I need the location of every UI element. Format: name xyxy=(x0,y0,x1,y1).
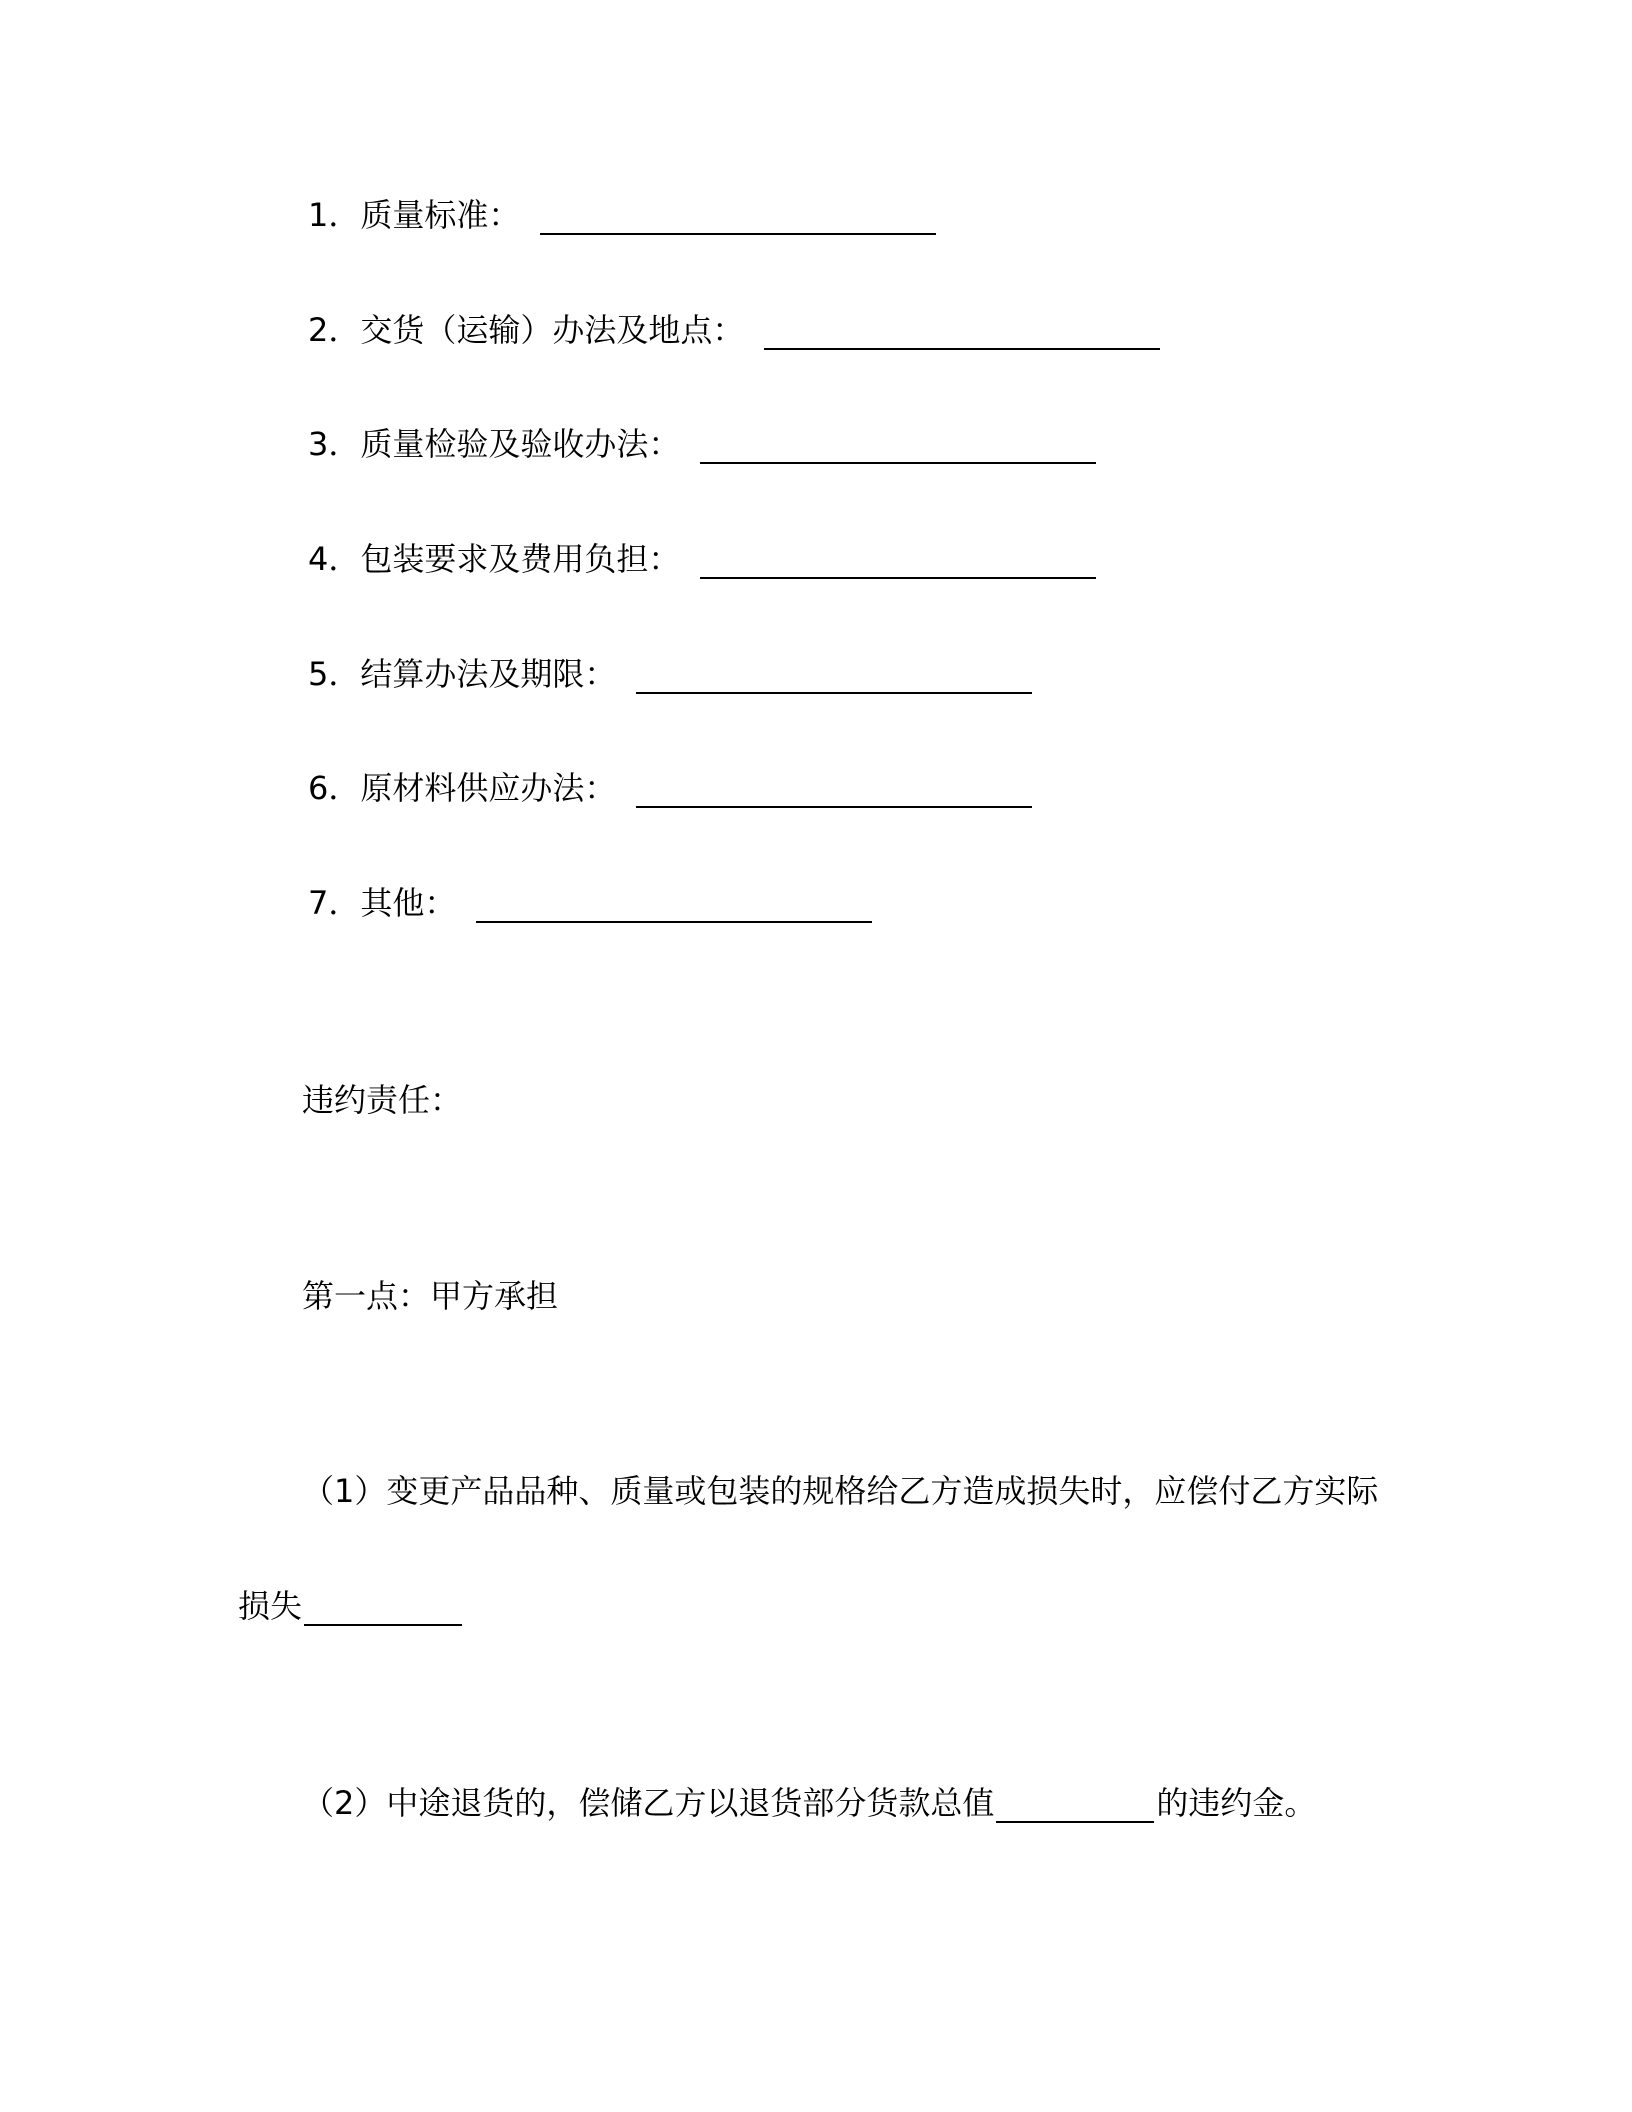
item-label: 6．原材料供应办法： xyxy=(308,769,617,807)
fill-in-blank[interactable] xyxy=(996,1787,1154,1823)
liability-heading: 违约责任： xyxy=(302,1081,463,1119)
fill-in-blank[interactable] xyxy=(700,543,1096,579)
item-label: 1．质量标准： xyxy=(308,196,521,234)
fill-in-blank[interactable] xyxy=(476,887,872,923)
item-label: 7．其他： xyxy=(308,884,457,922)
item-delivery xyxy=(308,310,1160,350)
fill-in-blank[interactable] xyxy=(540,199,936,235)
fill-in-blank[interactable] xyxy=(636,658,1032,694)
item-packaging xyxy=(308,539,1096,579)
item-quality-standard xyxy=(308,195,936,235)
item-settlement xyxy=(308,654,1032,694)
party-a-heading: 第一点：甲方承担 xyxy=(302,1277,559,1315)
fill-in-blank[interactable] xyxy=(700,428,1096,464)
clause-1-line-2: 损失 xyxy=(238,1586,462,1626)
clause-2: （2）中途退货的，偿储乙方以退货部分货款总值 的违约金。 xyxy=(302,1784,1317,1822)
item-other xyxy=(308,883,872,923)
fill-in-blank[interactable] xyxy=(304,1590,462,1626)
item-raw-material xyxy=(308,768,1032,808)
item-label: 4．包装要求及费用负担： xyxy=(308,540,681,578)
item-label: 2．交货（运输）办法及地点： xyxy=(308,311,745,349)
fill-in-blank[interactable] xyxy=(764,314,1160,350)
item-label: 5．结算办法及期限： xyxy=(308,655,617,693)
item-label: 3．质量检验及验收办法： xyxy=(308,425,681,463)
item-inspection xyxy=(308,424,1096,464)
fill-in-blank[interactable] xyxy=(636,772,1032,808)
clause-1-line-1: （1）变更产品品种、质量或包装的规格给乙方造成损失时，应偿付乙方实际 xyxy=(302,1472,1379,1510)
